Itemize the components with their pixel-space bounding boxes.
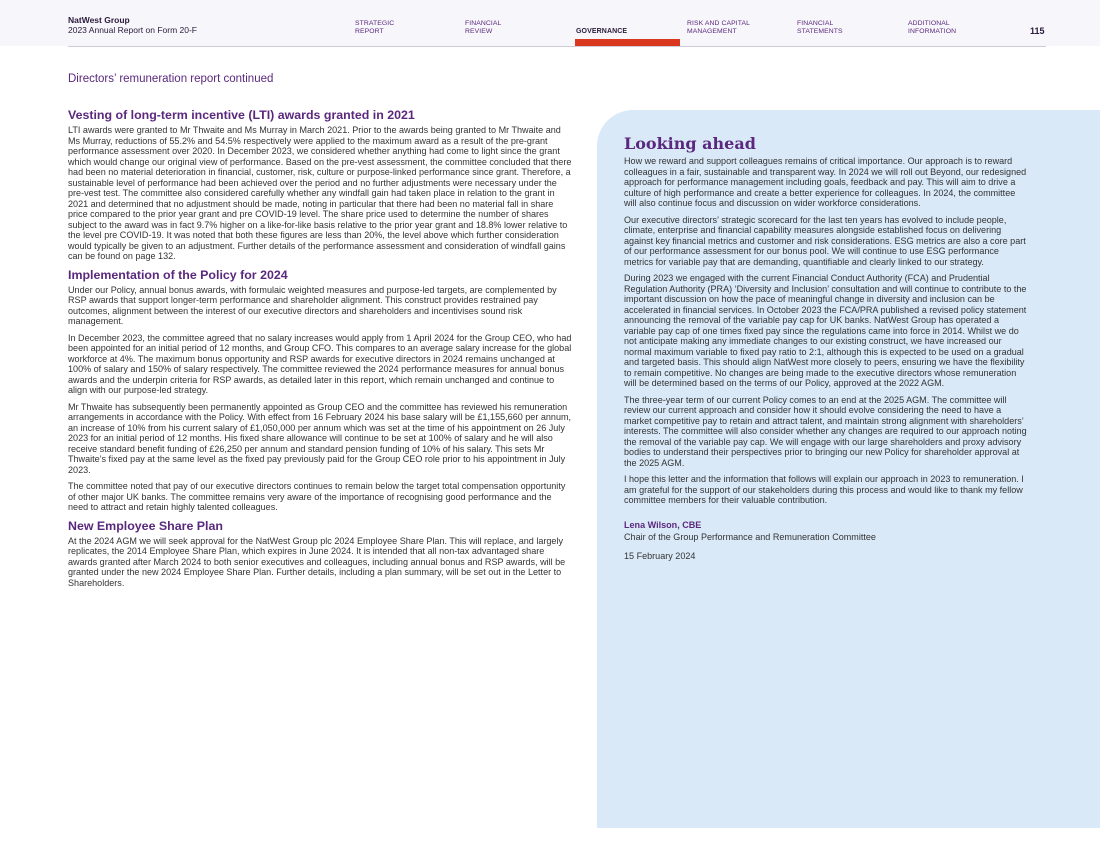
letter-date: 15 February 2024: [624, 550, 696, 561]
section-title: Directors’ remuneration report continued: [68, 73, 274, 85]
brand: [68, 15, 197, 35]
company-name: NatWest Group: [68, 15, 130, 25]
nav-governance[interactable]: GOVERNANCE: [576, 28, 628, 35]
paragraph: The three-year term of our current Policy comes to an end at the 2025 AGM. The committee will review our current approach and consider how it should evolve considering the need to have a market competitive pay to retain and attract talent, and maintain strong alignment with shareholders’ interests. The committee will also consider whether any changes are required to our approach noting the removal of the variable pay cap. We will engage with our large shareholders and proxy advisory bodies to understand their perspectives prior to bringing our new Policy for shareholder approval at the 2025 AGM.: [624, 394, 1027, 468]
right-column: [624, 134, 1028, 567]
nav-strategic-report[interactable]: STRATEGIC REPORT: [355, 20, 395, 35]
paragraph: During 2023 we engaged with the current Financial Conduct Authority (FCA) and Prudential Regulation Authority (PRA) ‘Diversity and Inclusion’ consultation and will continue to contribute to the important discussion on how the pace of meaningful change in diversity and inclusion can be accelerated in financial services. In October 2023 the FCA/PRA published a revised policy statement announcing the removal of the variable pay cap for UK banks. NatWest Group has operated a variable pay cap of one times fixed pay since the regulations came into force in 2014. Whilst we do not anticipate making any immediate changes to our existing construct, we have increased our normal maximum variable to fixed pay ratio to 2:1, although this is expected to be used on a gradual and targeted basis. This should align NatWest more closely to peers, ensuring we have the flexibility to remain competitive. No changes are being made to the executive directors whose remuneration will be determined based on the terms of our Policy, approved at the 2022 AGM.: [624, 273, 1027, 388]
heading-share-plan: New Employee Share Plan: [68, 518, 223, 533]
paragraph: Under our Policy, annual bonus awards, with formulaic weighted measures and purpose-led targets, are complemented by RSP awards that support longer-term performance and shareholder alignment. This construct provides restrained pay outcomes, alignment between the interest of our executive directors and shareholders and incentivises sound risk management.: [68, 284, 557, 326]
nav-financial-review[interactable]: FINANCIAL REVIEW: [465, 20, 502, 35]
header-divider: [68, 46, 1046, 47]
nav-additional-information[interactable]: ADDITIONAL INFORMATION: [908, 20, 957, 35]
page-header: [0, 0, 1100, 46]
heading-looking-ahead: Looking ahead: [624, 134, 756, 153]
paragraph: At the 2024 AGM we will seek approval for the NatWest Group plc 2024 Employee Share Plan. This will replace, and largely replicates, the 2014 Employee Share Plan, which expires in June 2024. It is intended that all non-tax advantaged share awards granted after March 2024 to both senior executives and colleagues, including annual bonus and RSP awards, will be granted under the new 2024 Employee Share Plan. Further details, including a plan summary, will be set out in the Letter to Shareholders.: [68, 535, 566, 588]
paragraph: Mr Thwaite has subsequently been permanently appointed as Group CEO and the committee has reviewed his remuneration arrangements in accordance with the Policy. With effect from 16 February 2024 his base salary will be £1,155,660 per annum, an increase of 10% from his current salary of £1,050,000 per annum which was set at the time of his appointment on 26 July 2023 for an initial period of 12 months. His fixed share allowance will continue to be set at 100% of salary and he will also receive standard benefit funding of £26,250 per annum and standard pension funding of 10% of his salary. This sets Mr Thwaite’s fixed pay at the same level as the fixed pay previously paid for the Group CEO role prior to his appointment in July 2023.: [68, 401, 572, 475]
heading-vesting: Vesting of long-term incentive (LTI) awards granted in 2021: [68, 108, 415, 122]
paragraph: How we reward and support colleagues remains of critical importance. Our approach is to reward colleagues in a fair, sustainable and transparent way. In 2024 we will roll out Beyond, our redesigned approach for performance management including goals, feedback and pay. This will aim to drive a culture of high performance and create a better experience for colleagues. In 2024, the committee will also continue focus and discussion on wider workforce considerations.: [624, 156, 1027, 208]
heading-implementation: Implementation of the Policy for 2024: [68, 267, 288, 282]
paragraph: Our executive directors’ strategic scorecard for the last ten years has evolved to include people, climate, enterprise and financial capability measures alongside established focus on delivering against key financial metrics and customer and risk considerations. ESG metrics are also a core part of our performance assessment for our bonus pool. We will continue to use ESG performance metrics for variable pay that are demanding, quantifiable and clearly linked to our strategy.: [624, 214, 1026, 267]
active-tab-indicator: [575, 39, 680, 46]
paragraph: In December 2023, the committee agreed that no salary increases would apply from 1 April 2024 for the Group CEO, who had been appointed for an initial period of 12 months, and Group CFO. This compares to an average salary increase for the global workforce at 4%. The maximum bonus opportunity and RSP awards for executive directors in 2024 remains unchanged at 100% of salary and 150% of salary respectively. The committee reviewed the 2024 performance measures for annual bonus awards and the underpin criteria for RSP awards, as detailed later in this report, which remain unchanged and continue to align with our purpose-led strategy.: [68, 332, 572, 395]
report-name: 2023 Annual Report on Form 20-F: [68, 25, 197, 35]
nav-risk-capital-management[interactable]: RISK AND CAPITAL MANAGEMENT: [687, 20, 751, 35]
left-column: [68, 108, 573, 594]
signatory-title: Chair of the Group Performance and Remuneration Committee: [624, 532, 876, 542]
signatory-name: Lena Wilson, CBE: [624, 519, 702, 530]
nav-financial-statements[interactable]: FINANCIAL STATEMENTS: [797, 20, 843, 35]
paragraph: I hope this letter and the information that follows will explain our approach in 2023 to remuneration. I am grateful for the support of our stakeholders during this process and would like to thank my fellow committee members for their valuable contribution.: [624, 474, 1024, 505]
paragraph: The committee noted that pay of our executive directors continues to remain below the target total compensation opportunity of other major UK banks. The committee remains very aware of the importance of recognising good performance and the need to attract and retain highly talented colleagues.: [68, 481, 566, 512]
paragraph: LTI awards were granted to Mr Thwaite and Ms Murray in March 2021. Prior to the awards being granted to Mr Thwaite and Ms Murray, reductions of 55.2% and 54.5% respectively were applied to the maximum award as a result of the pre-grant performance assessment over 2020. In December 2023, we considered whether anything had come to light since the grant which would change our original view of performance. Based on the pre-vest assessment, the committee concluded that there had been no material deterioration in financial, customer, risk, culture or purpose-linked performance since grant. Therefore, a sustainable level of performance had been achieved over the period and no further adjustments were necessary under the pre-vest test. The committee also considered carefully whether any windfall gain had taken place in relation to the grant in 2021 and determined that no adjustment should be made, noting in particular that there had been no material fall in share price compared to the prior year grant and pre COVID-19 level. The share price used to determine the number of shares subject to the award was in fact 9.7% higher on a like-for-like basis relative to the prior year grant and 18.8% lower relative to the level pre COVID-19. It was noted that both these figures are less than 20%, the level above which further consideration would typically be given to an adjustment. Further details of the performance assessment and consideration of windfall gains can be found on page 132.: [68, 125, 572, 261]
page-number: 115: [1030, 26, 1045, 36]
